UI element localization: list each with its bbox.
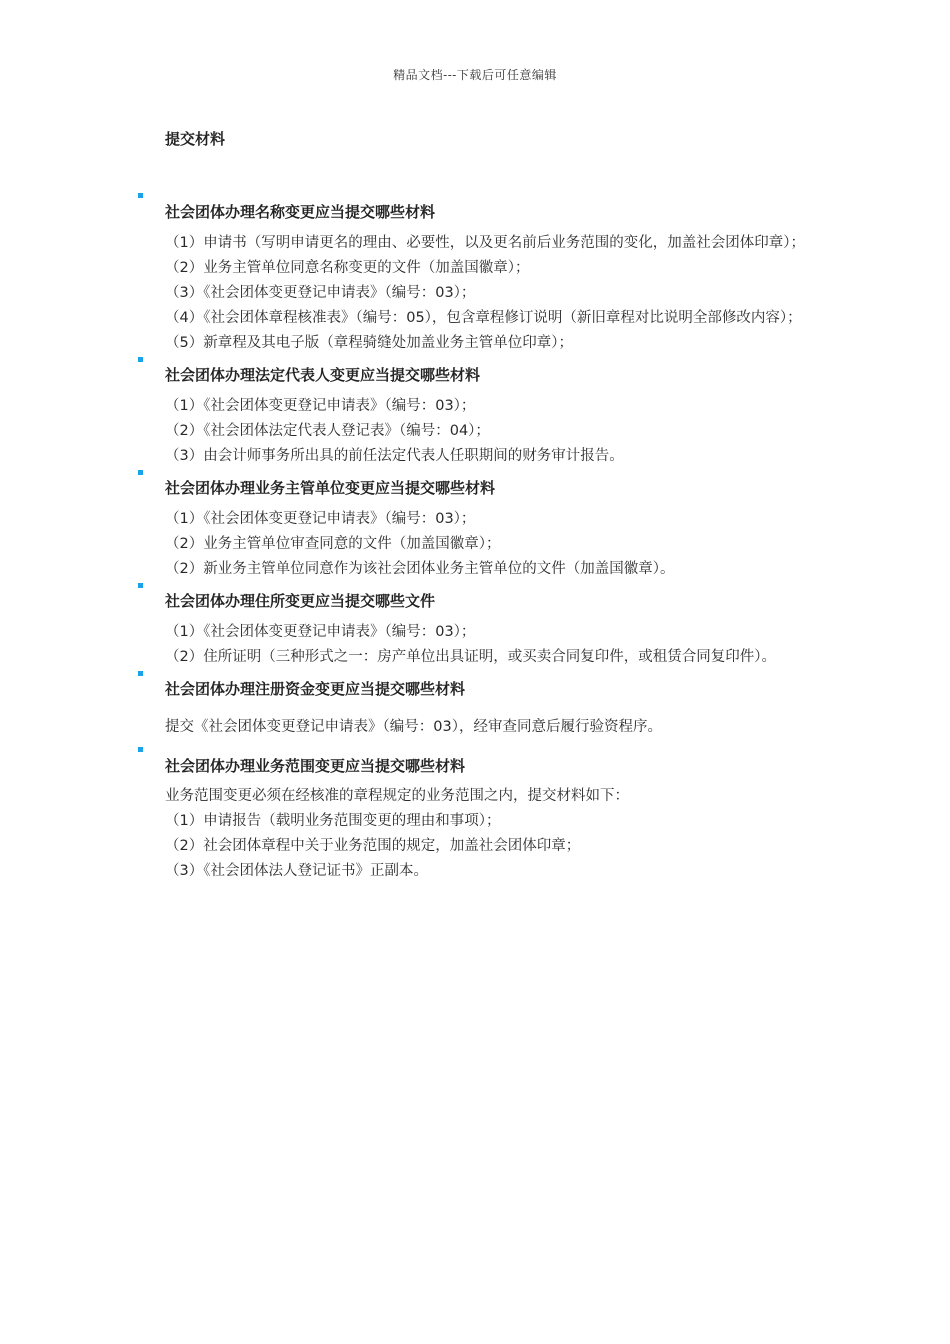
list-item: （2）业务主管单位同意名称变更的文件（加盖国徽章）； [165,260,530,276]
list-item: （4）《社会团体章程核准表》（编号：05），包含章程修订说明（新旧章程对比说明全部修改内容）； [165,310,802,326]
page-title: 提交材料 [165,130,226,148]
section-scope-change [165,754,815,884]
section-heading: 社会团体办理业务范围变更应当提交哪些材料 [165,757,466,775]
list-item: （1）申请报告（载明业务范围变更的理由和事项）； [165,813,501,829]
section-heading: 社会团体办理法定代表人变更应当提交哪些材料 [165,366,481,384]
bullet-marker [138,357,143,362]
bullet-marker [138,671,143,676]
section-heading: 社会团体办理住所变更应当提交哪些文件 [165,592,436,610]
list-item: （3）《社会团体法人登记证书》正副本。 [165,863,428,879]
list-item: （2）业务主管单位审查同意的文件（加盖国徽章）； [165,536,501,552]
list-item: 业务范围变更必须在经核准的章程规定的业务范围之内，提交材料如下： [165,788,629,804]
section-address-change [165,589,815,670]
list-item: （5）新章程及其电子版（章程骑缝处加盖业务主管单位印章）； [165,335,573,351]
bullet-marker [138,583,143,588]
bullet-marker [138,193,143,198]
list-item: （1）《社会团体变更登记申请表》（编号：03）； [165,624,476,640]
section-legal-rep-change [165,363,815,469]
section-heading: 社会团体办理业务主管单位变更应当提交哪些材料 [165,479,496,497]
list-item: 提交《社会团体变更登记申请表》（编号：03），经审查同意后履行验资程序。 [165,719,662,735]
section-heading: 社会团体办理名称变更应当提交哪些材料 [165,203,436,221]
list-item: （2）住所证明（三种形式之一：房产单位出具证明，或买卖合同复印件，或租赁合同复印件）。 [165,649,776,665]
list-item: （3）《社会团体变更登记申请表》（编号：03）； [165,285,476,301]
list-item: （2）社会团体章程中关于业务范围的规定，加盖社会团体印章； [165,838,581,854]
header-note: 精品文档---下载后可任意编辑 [393,68,557,82]
bullet-marker [138,470,143,475]
list-item: （3）由会计师事务所出具的前任法定代表人任职期间的财务审计报告。 [165,448,624,464]
section-heading: 社会团体办理注册资金变更应当提交哪些材料 [165,680,466,698]
list-item: （1）《社会团体变更登记申请表》（编号：03）； [165,511,476,527]
list-item: （2）《社会团体法定代表人登记表》（编号：04）； [165,423,490,439]
list-item: （1）申请书（写明申请更名的理由、必要性，以及更名前后业务范围的变化，加盖社会团体印章）； [165,235,805,251]
section-name-change [165,200,815,356]
document-content [165,184,815,884]
section-capital-change [165,677,815,740]
bullet-marker [138,747,143,752]
section-supervisor-change [165,476,815,582]
list-item: （1）《社会团体变更登记申请表》（编号：03）； [165,398,476,414]
list-item: （2）新业务主管单位同意作为该社会团体业务主管单位的文件（加盖国徽章）。 [165,561,675,577]
